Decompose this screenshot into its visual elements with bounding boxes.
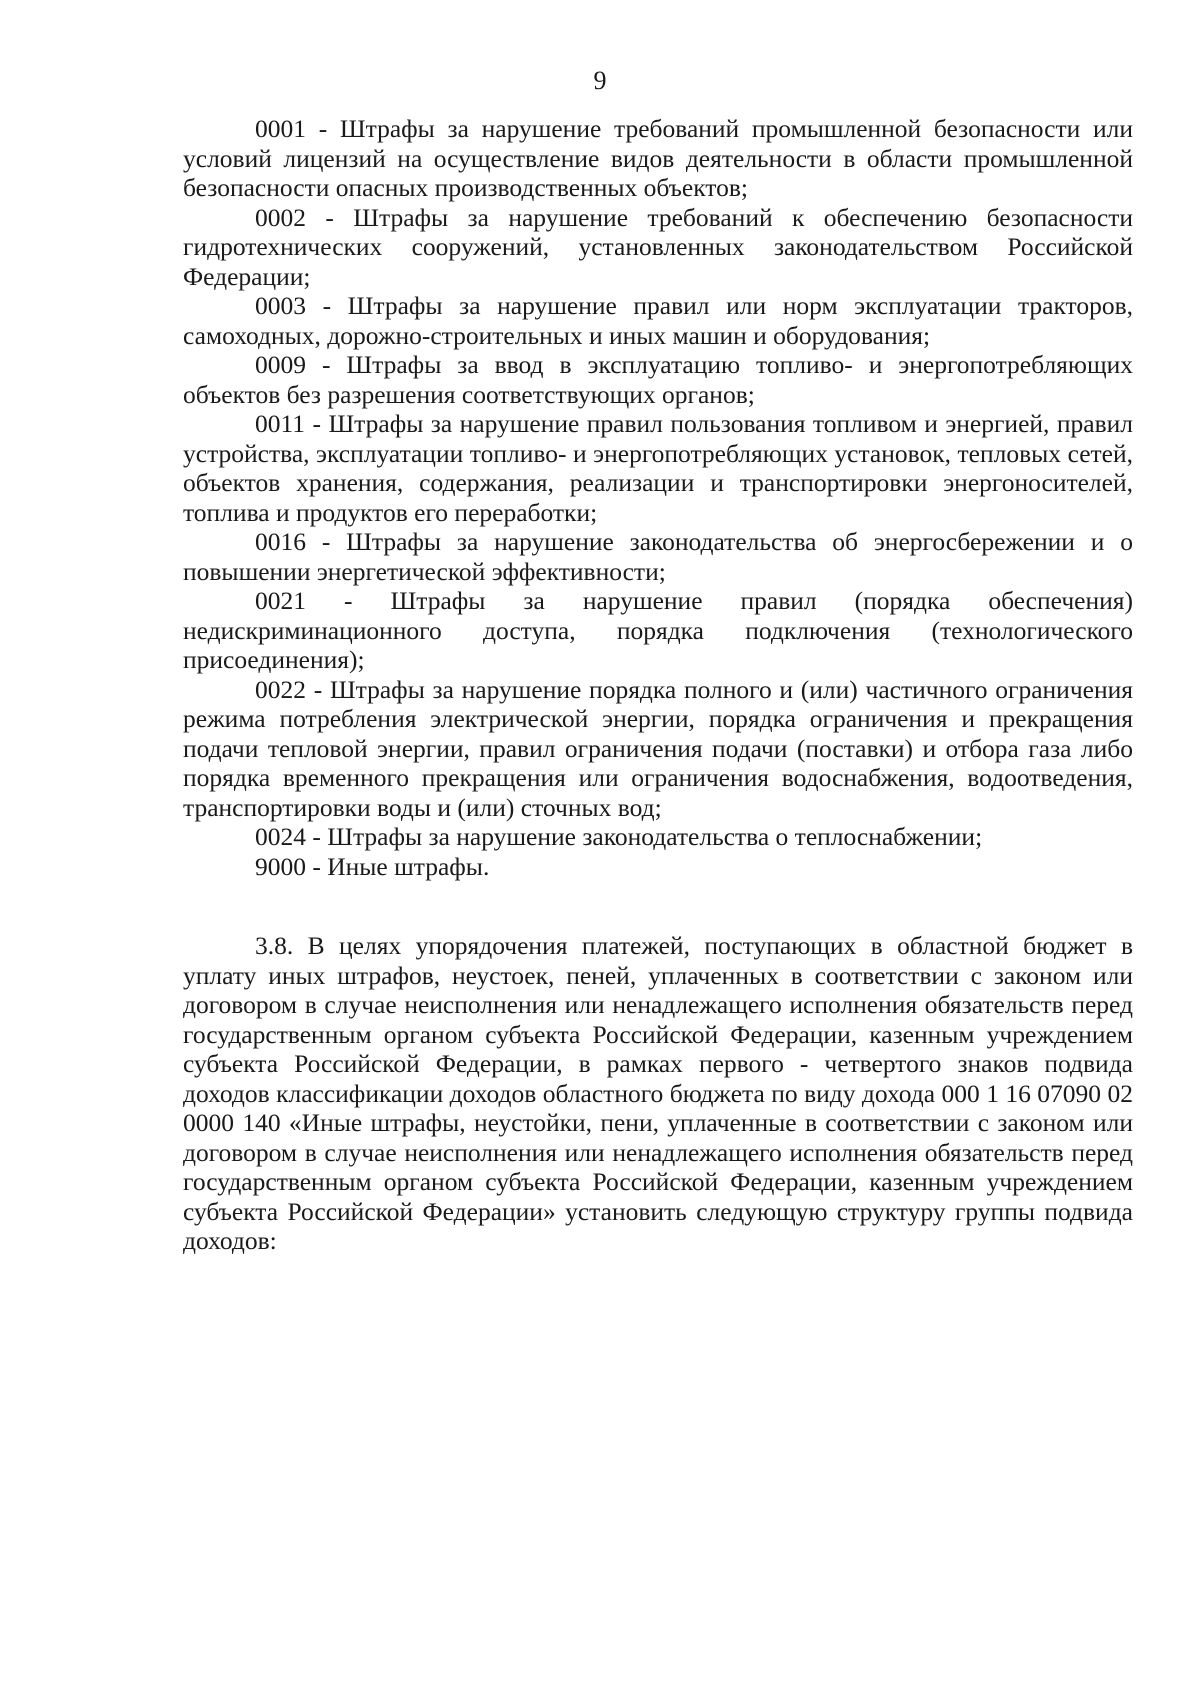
- list-item-0003: 0003 - Штрафы за нарушение правил или норм эксплуатации тракторов, самоходных, дорожно-строительных и иных машин и оборудования;: [183, 291, 1133, 350]
- page-number: 9: [593, 66, 607, 95]
- list-item-0011: 0011 - Штрафы за нарушение правил пользования топливом и энергией, правил устройства, эксплуатации топливо- и энергопотребляющих установок, тепловых сетей, объектов хранения, содержания, реализации и транспортировки энергоносителей, топлива и продуктов его переработки;: [183, 409, 1133, 527]
- list-item-0016: 0016 - Штрафы за нарушение законодательства об энергосбережении и о повышении энергетической эффективности;: [183, 527, 1133, 586]
- list-item-9000: 9000 - Иные штрафы.: [255, 851, 490, 881]
- list-item-0024: 0024 - Штрафы за нарушение законодательства о теплоснабжении;: [255, 822, 983, 851]
- list-item-0022: 0022 - Штрафы за нарушение порядка полного и (или) частичного ограничения режима потребления электрической энергии, порядка ограничения и прекращения подачи тепловой энергии, правил ограничения подачи (поставки) и отбора газа либо порядка временного прекращения или ограничения водоснабжения, водоотведения, транспортировки воды и (или) сточных вод;: [183, 674, 1133, 822]
- list-item-0009: 0009 - Штрафы за ввод в эксплуатацию топливо- и энергопотребляющих объектов без разрешения соответствующих органов;: [183, 350, 1133, 409]
- list-item-0002: 0002 - Штрафы за нарушение требований к обеспечению безопасности гидротехнических сооружений, установленных законодательством Российской Федерации;: [183, 202, 1133, 291]
- document-body: [183, 114, 1133, 1256]
- list-item-0001: 0001 - Штрафы за нарушение требований промышленной безопасности или условий лицензий на осуществление видов деятельности в области промышленной безопасности опасных производственных объектов;: [183, 114, 1133, 202]
- list-item-0021: 0021 - Штрафы за нарушение правил (порядка обеспечения) недискриминационного доступа, порядка подключения (технологического присоединения);: [183, 586, 1133, 674]
- section-3-8-paragraph: 3.8. В целях упорядочения платежей, поступающих в областной бюджет в уплату иных штрафов, неустоек, пеней, уплаченных в соответствии с законом или договором в случае неисполнения или ненадлежащего исполнения обязательств перед государственным органом субъекта Российской Федерации, казенным учреждением субъекта Российской Федерации, в рамках первого - четвертого знаков подвида доходов классификации доходов областного бюджета по виду дохода 000 1 16 07090 02 0000 140 «Иные штрафы, неустойки, пени, уплаченные в соответствии с законом или договором в случае неисполнения или ненадлежащего исполнения обязательств перед государственным органом субъекта Российской Федерации, казенным учреждением субъекта Российской Федерации» установить следующую структуру группы подвида доходов:: [183, 931, 1133, 1255]
